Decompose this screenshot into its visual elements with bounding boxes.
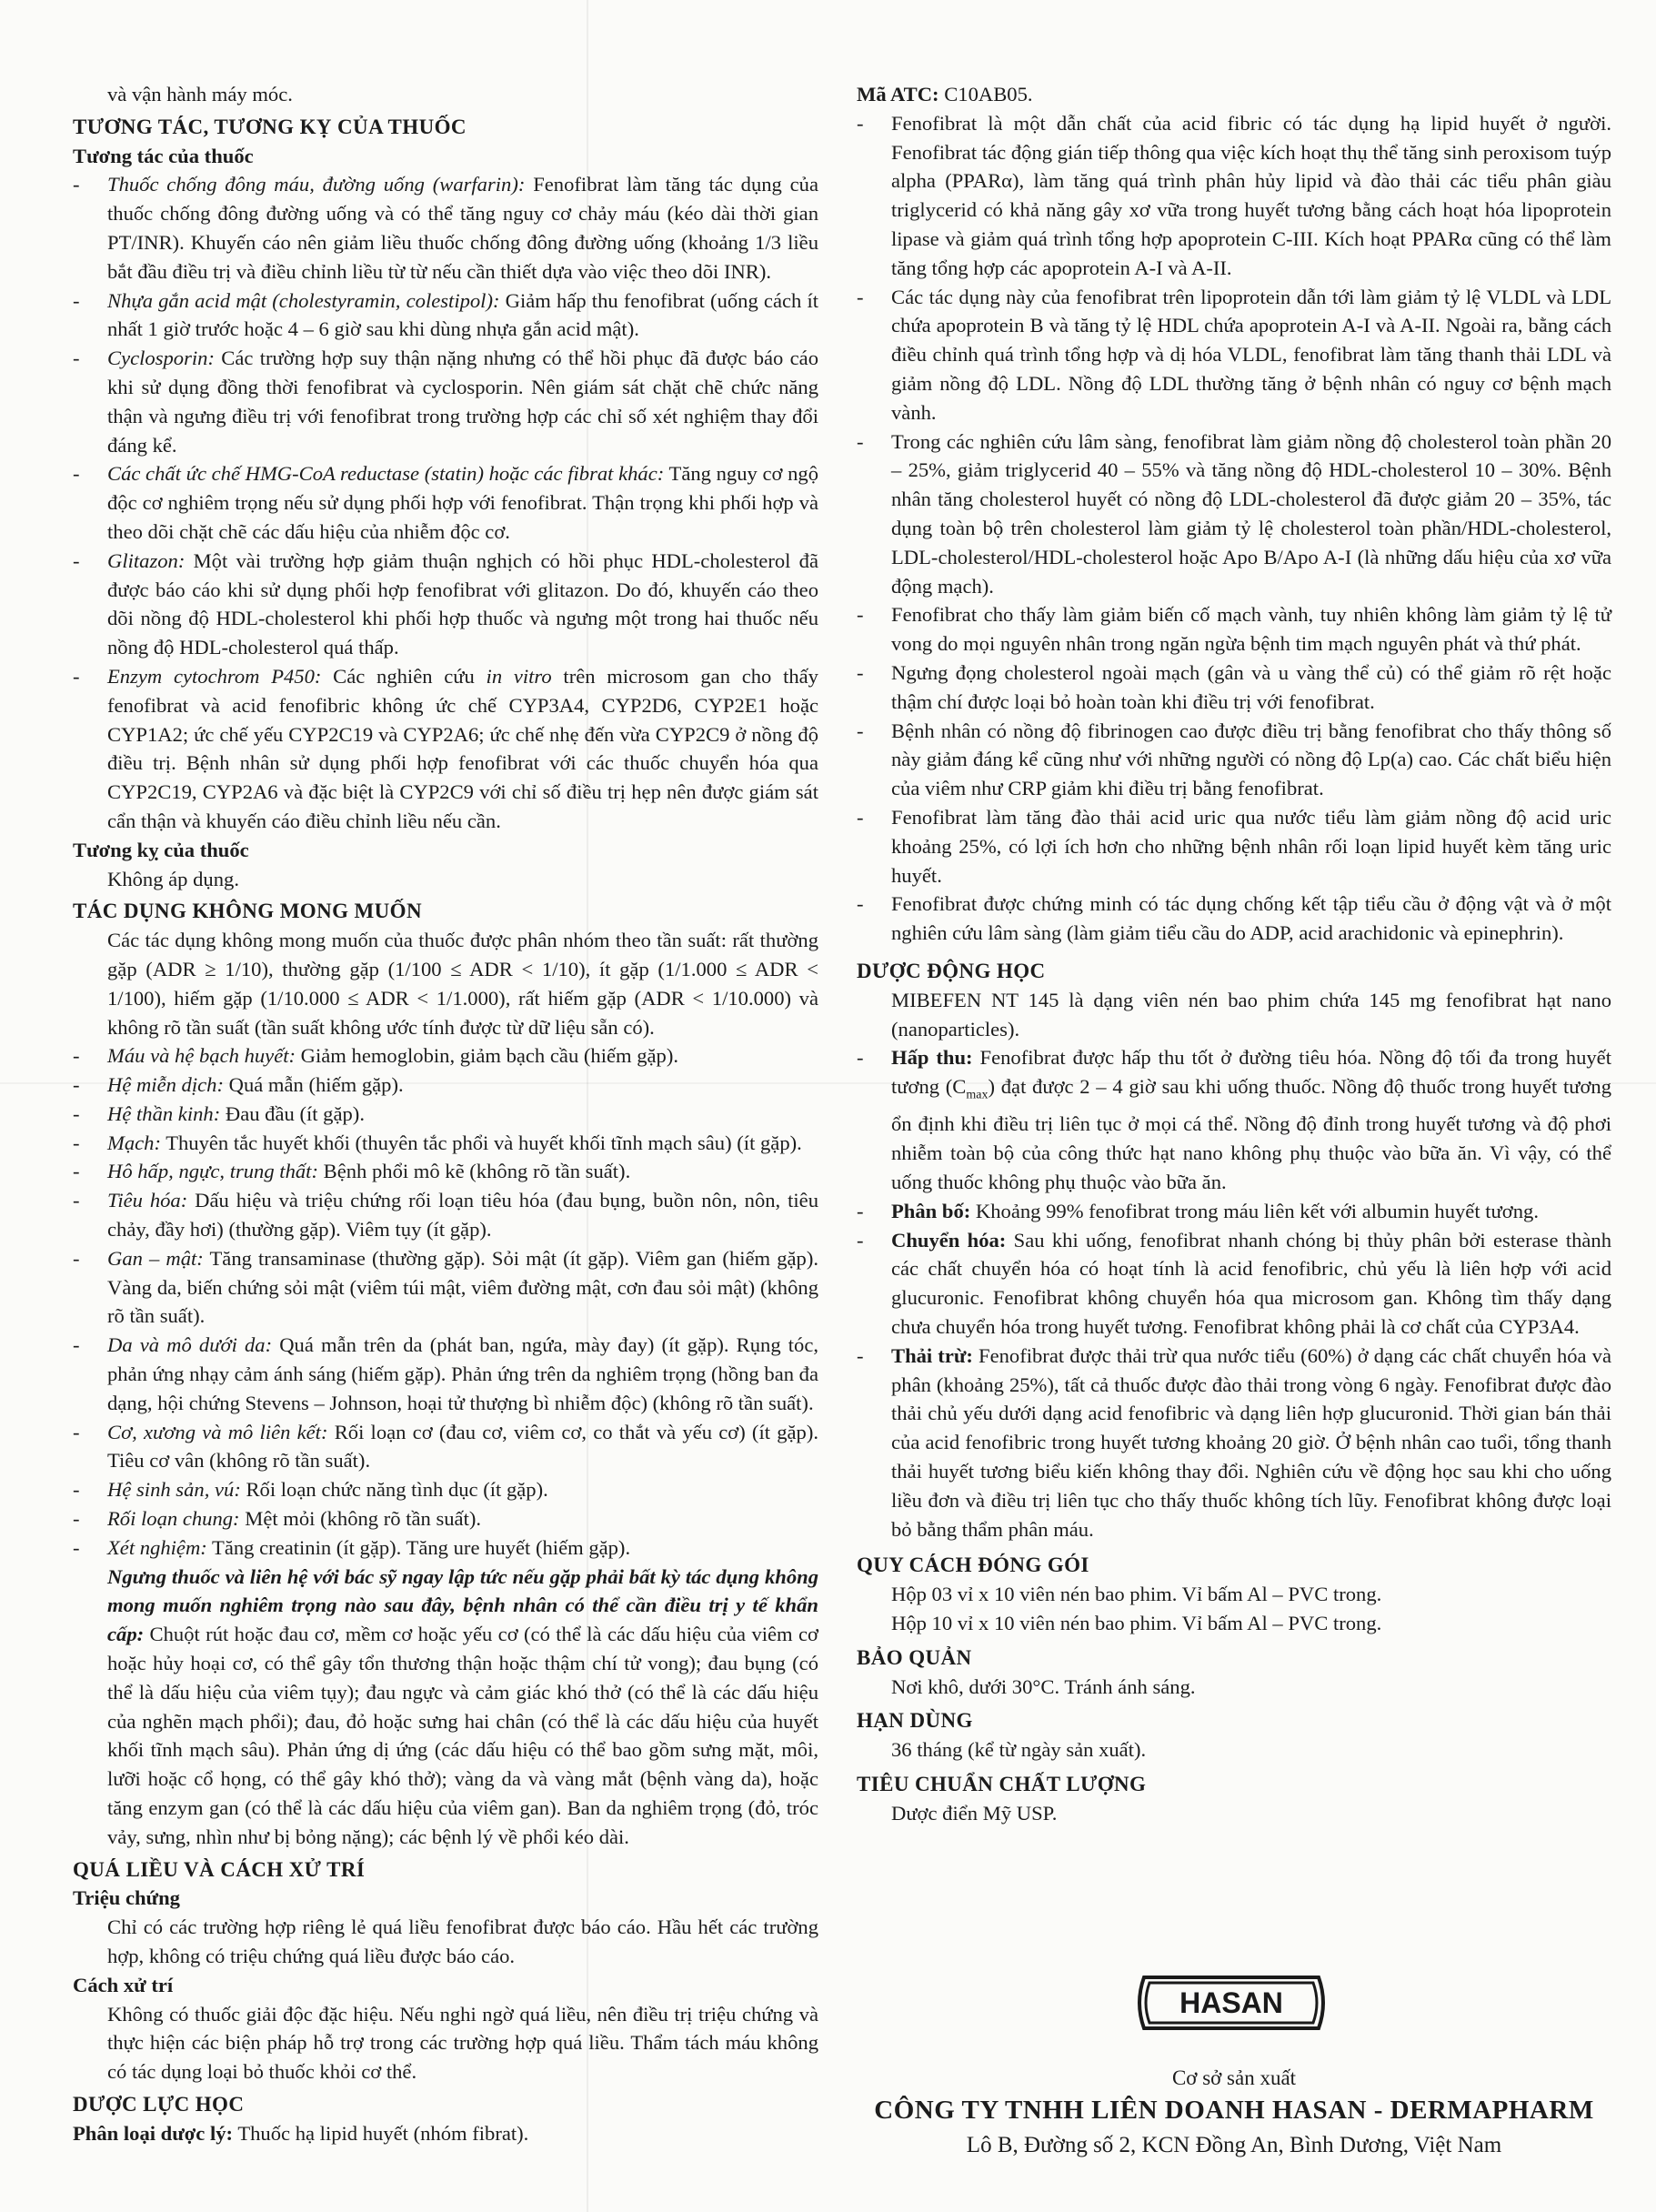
- interaction-item-cyclosporin: [73, 344, 818, 459]
- pharmacodynamics-heading: DƯỢC LỰC HỌC: [73, 2092, 245, 2116]
- interaction-text: Fenofibrat làm tăng tác dụng của thuốc chống đông đường uống và có thể tăng nguy cơ chảy máu (kéo dài thời gian PT/INR). Khuyến cáo nên giảm liều thuốc chống đông đường uống (khoảng 1/3 liều bắt đầu điều trị và điều chỉnh liều từ từ nếu cần thiết dựa vào việc theo dõi INR).: [107, 173, 818, 283]
- adverse-term: Da và mô dưới da:: [107, 1333, 273, 1357]
- pk-cmax-subscript: max: [966, 1088, 989, 1102]
- adverse-term: Máu và hệ bạch huyết:: [107, 1044, 296, 1068]
- emergency-warning: [73, 1563, 818, 1852]
- expiry-text: 36 tháng (kể từ ngày sản xuất).: [891, 1738, 1147, 1762]
- pk-absorption-text: ) đạt được 2 – 4 giờ sau khi uống thuốc. Nồng độ thuốc trong huyết tương ổn định khi điều trị liên tục ở mọi cá thể. Nồng độ đỉnh trong huyết tương và độ phơi nhiễm toàn bộ của công thức hạt nano không phụ thuộc vào bữa ăn. Vì vậy, có thể uống thuốc không phụ thuộc vào bữa ăn.: [891, 1075, 1612, 1193]
- pd-item: - Bệnh nhân có nồng độ fibrinogen cao được điều trị bằng fenofibrat cho thấy thông số này giảm đáng kể cũng như với những người có nồng độ Lp(a) cao. Các chất biểu hiện của viêm như CRP giảm khi điều trị bằng fenofibrat.: [857, 717, 1611, 803]
- pk-elimination: [857, 1342, 1611, 1544]
- interaction-item-cyp450: [73, 662, 818, 836]
- pd-item: - Ngưng đọng cholesterol ngoài mạch (gân và u vàng thể củ) có thể giảm rõ rệt hoặc thậm chí được loại bỏ hoàn toàn khi điều trị với fenofibrat.: [857, 659, 1611, 717]
- adverse-text: Đau đầu (ít gặp).: [220, 1101, 365, 1125]
- adverse-item: [73, 1418, 818, 1476]
- interaction-term: Thuốc chống đông máu, đường uống (warfarin):: [107, 173, 526, 196]
- intro-text: và vận hành máy móc.: [107, 83, 293, 106]
- pd-item: - Fenofibrat là một dẫn chất của acid fibric có tác dụng hạ lipid huyết ở người. Fenofibrat tác động gián tiếp thông qua việc kích hoạt thụ thể tăng sinh peroxisom tuýp alpha (PPARα), làm tăng quá trình phân hủy lipid và đào thải các tiểu phân giàu triglycerid có khả năng gây xơ vữa trong huyết tương bằng cách hoạt hóa lipoprotein lipase và giảm quá trình tổng hợp apoprotein C-III. Kích hoạt PPARα cũng có thể làm tăng tổng hợp các apoprotein A-I và A-II.: [857, 109, 1611, 283]
- adverse-term: Gan – mật:: [107, 1246, 204, 1270]
- pharmacological-class-text: Thuốc hạ lipid huyết (nhóm fibrat).: [233, 2121, 529, 2145]
- adverse-text: Rối loạn cơ (đau cơ, viêm cơ, co thắt và yếu cơ) (ít gặp). Tiêu cơ vân (không rõ tần suất).: [107, 1420, 818, 1473]
- storage-heading: BẢO QUẢN: [857, 1645, 972, 1669]
- pd-item: - Fenofibrat cho thấy làm giảm biến cố mạch vành, tuy nhiên không làm giảm tỷ lệ tử vong do mọi nguyên nhân trong ngăn ngừa bệnh tim mạch nguyên phát và thứ phát.: [857, 600, 1611, 659]
- interaction-text: Các trường hợp suy thận nặng nhưng có thể hồi phục đã được báo cáo khi sử dụng đồng thời fenofibrat và cyclosporin. Nên giám sát chặt chẽ chức năng thận và ngưng điều trị với fenofibrat trong trường hợp các chỉ số xét nghiệm thay đổi đáng kể.: [107, 347, 818, 457]
- pharmacological-class: [73, 2119, 818, 2148]
- atc-label: Mã ATC:: [857, 83, 939, 106]
- incompatibility-subheading: Tương kỵ của thuốc: [73, 838, 249, 861]
- adverse-term: Hệ miễn dịch:: [107, 1073, 224, 1097]
- adverse-text: Rối loạn chức năng tình dục (ít gặp).: [240, 1478, 548, 1502]
- adverse-item: [73, 1475, 818, 1504]
- pk-absorption: [857, 1043, 1611, 1197]
- interaction-text: trên microsom gan cho thấy fenofibrat và acid fenofibric không ức chế CYP3A4, CYP2D6, CYP2E1 hoặc CYP1A2; ức chế yếu CYP2C19 và CYP2A6; ức chế nhẹ đến vừa CYP2C9 ở nồng độ điều trị. Bệnh nhân sử dụng phối hợp fenofibrat với các thuốc chuyển hóa qua CYP2C19, CYP2A6 và đặc biệt là CYP2C9 với chỉ số điều trị hẹp nên được giám sát cẩn thận và khuyến cáo điều chỉnh liều nếu cần.: [107, 664, 818, 832]
- adverse-text: Bệnh phổi mô kẽ (không rõ tần suất).: [317, 1160, 631, 1183]
- pk-distribution-text: Khoảng 99% fenofibrat trong máu liên kết với albumin huyết tương.: [970, 1199, 1539, 1222]
- pk-metabolism-label: Chuyển hóa:: [891, 1228, 1007, 1252]
- hasan-logo: [1131, 1974, 1331, 2032]
- interactions-heading: TƯƠNG TÁC, TƯƠNG KỴ CỦA THUỐC: [73, 115, 467, 138]
- quality-standard-heading: TIÊU CHUẨN CHẤT LƯỢNG: [857, 1772, 1147, 1795]
- hasan-logo-graphic: [1131, 1974, 1331, 2032]
- adverse-term: Cơ, xương và mô liên kết:: [107, 1420, 328, 1443]
- adverse-text: Mệt mỏi (không rõ tần suất).: [239, 1507, 482, 1531]
- atc-code: C10AB05.: [938, 83, 1033, 106]
- interaction-text-italic: in vitro: [486, 664, 552, 688]
- hasan-logo-text: HASAN: [1179, 1986, 1283, 2019]
- adverse-text: Giảm hemoglobin, giảm bạch cầu (hiếm gặp).: [296, 1044, 679, 1068]
- interaction-item-warfarin: [73, 170, 818, 286]
- treatment-text: Không có thuốc giải độc đặc hiệu. Nếu nghi ngờ quá liều, nên điều trị triệu chứng và thực hiện các biện pháp hỗ trợ trong các trường hợp quá liều. Thẩm tách máu không có tác dụng loại bỏ thuốc khỏi cơ thể.: [107, 2002, 818, 2084]
- interaction-term: Enzym cytochrom P450:: [107, 664, 322, 688]
- incompatibility-text: Không áp dụng.: [107, 867, 239, 890]
- quality-standard-text: Dược điển Mỹ USP.: [891, 1801, 1058, 1825]
- pd-item: - Các tác dụng này của fenofibrat trên lipoprotein dẫn tới làm giảm tỷ lệ VLDL và LDL chứa apoprotein B và tăng tỷ lệ HDL chứa apoprotein A-I và A-II. Ngoài ra, bằng cách điều chỉnh quá trình tổng hợp và dị hóa VLDL, fenofibrat làm tăng thanh thải LDL và giảm nồng độ LDL. Nồng độ LDL thường tăng ở bệnh nhân có nguy cơ bệnh mạch vành.: [857, 283, 1611, 427]
- emergency-warning-bold: Ngưng thuốc và liên hệ với bác sỹ ngay lập tức nếu gặp phải bất kỳ tác dụng không mong muốn nghiêm trọng nào sau đây, bệnh nhân có thể cần điều trị y tế khẩn cấp:: [107, 1564, 818, 1646]
- pd-item: - Fenofibrat được chứng minh có tác dụng chống kết tập tiểu cầu ở động vật và ở một nghiên cứu lâm sàng (làm giảm tiểu cầu do ADP, acid arachidonic và epinephrin).: [857, 890, 1611, 948]
- pk-metabolism: [857, 1226, 1611, 1342]
- interaction-text: Giảm hấp thu fenofibrat (uống cách ít nhất 1 giờ trước hoặc 4 – 6 giờ sau khi dùng nhựa gắn acid mật).: [107, 288, 819, 341]
- symptoms-subheading: Triệu chứng: [73, 1886, 180, 1910]
- adverse-item: [73, 1331, 818, 1417]
- pd-item: - Trong các nghiên cứu lâm sàng, fenofibrat làm giảm nồng độ cholesterol toàn phần 20 – 25%, giảm triglycerid 40 – 55% và tăng nồng độ HDL-cholesterol 10 – 30%. Bệnh nhân tăng cholesterol huyết có nồng độ LDL-cholesterol đã được giảm 20 – 35%, tác dụng toàn bộ trên cholesterol làm giảm tỷ lệ cholesterol toàn phần/HDL-cholesterol, LDL-cholesterol/HDL-cholesterol hoặc Apo B/Apo A-I (là những dấu hiệu của xơ vữa động mạch).: [857, 427, 1611, 601]
- adverse-item: [73, 1129, 818, 1158]
- pk-intro: MIBEFEN NT 145 là dạng viên nén bao phim chứa 145 mg fenofibrat hạt nano (nanoparticles).: [891, 988, 1611, 1041]
- pk-metabolism-text: Sau khi uống, fenofibrat nhanh chóng bị thủy phân bởi esterase thành các chất chuyển hóa có hoạt tính là acid fenofibric, chủ yếu là liên hợp với acid glucuronic. Fenofibrat không chuyển hóa qua microsom gan. Không tìm thấy dạng chưa chuyển hóa trong huyết tương. Fenofibrat không phải là cơ chất của CYP3A4.: [891, 1228, 1612, 1338]
- interaction-term: Cyclosporin:: [107, 347, 215, 370]
- pk-elimination-label: Thải trừ:: [891, 1343, 973, 1367]
- pharmacokinetics-heading: DƯỢC ĐỘNG HỌC: [857, 959, 1046, 982]
- pd-item: - Fenofibrat làm tăng đào thải acid uric qua nước tiểu làm giảm nồng độ acid uric khoảng 25%, có lợi ích hơn cho những bệnh nhân rối loạn lipid huyết kèm tăng uric huyết.: [857, 803, 1611, 890]
- interaction-term: Nhựa gắn acid mật (cholestyramin, colestipol):: [107, 288, 500, 312]
- interaction-item-statin: [73, 459, 818, 546]
- interaction-text: Tăng nguy cơ ngộ độc cơ nghiêm trọng nếu sử dụng phối hợp với fenofibrat. Thận trọng khi phối hợp và theo dõi chặt chẽ các dấu hiệu của nhiễm độc cơ.: [107, 462, 818, 543]
- adverse-item: [73, 1100, 818, 1129]
- storage-text: Nơi khô, dưới 30°C. Tránh ánh sáng.: [891, 1674, 1196, 1698]
- pharmacological-class-label: Phân loại dược lý:: [73, 2121, 234, 2145]
- adverse-effects-heading: TÁC DỤNG KHÔNG MONG MUỐN: [73, 900, 422, 923]
- manufacturer-label: Cơ sở sản xuất: [1171, 2066, 1297, 2089]
- adverse-item: [73, 1186, 818, 1244]
- adverse-text: Tăng transaminase (thường gặp). Sỏi mật (ít gặp). Viêm gan (hiếm gặp). Vàng da, biến chứng sỏi mật (viêm túi mật, viêm đường mật, cơn đau sỏi mật) (không rõ tần suất).: [107, 1246, 819, 1328]
- adverse-item: [73, 1041, 818, 1071]
- interaction-item-bile-resin: [73, 287, 818, 345]
- adverse-term: Mạch:: [107, 1131, 161, 1154]
- manufacturer-name: CÔNG TY TNHH LIÊN DOANH HASAN - DERMAPHARM: [874, 2096, 1594, 2125]
- interaction-term: Glitazon:: [107, 548, 186, 572]
- adverse-term: Rối loạn chung:: [107, 1507, 240, 1531]
- adverse-term: Hô hấp, ngực, trung thất:: [107, 1160, 318, 1183]
- packaging-line-2: Hộp 10 vỉ x 10 viên nén bao phim. Vỉ bấm Al – PVC trong.: [891, 1611, 1382, 1634]
- treatment-subheading: Cách xử trí: [73, 1973, 174, 1996]
- pk-elimination-text: Fenofibrat được thải trừ qua nước tiểu (60%) ở dạng các chất chuyển hóa và phân (khoảng 25%), tất cả thuốc được đào thải trong vòng 6 ngày. Fenofibrat được đào thải chủ yếu dưới dạng acid fenofibric và dạng liên hợp glucuronid. Thời gian bán thải của acid fenofibric trong huyết tương khoảng 20 giờ. Ở bệnh nhân cao tuổi, tổng thanh thải huyết tương biểu kiến không thay đổi. Nghiên cứu về động học sau khi cho uống liều đơn và điều trị liên tục cho thấy thuốc không tích lũy. Fenofibrat không được loại bỏ bằng thẩm phân máu.: [891, 1343, 1611, 1541]
- pk-absorption-text: Fenofibrat được hấp thu tốt ở đường tiêu hóa. Nồng độ tối đa trong huyết tương (C: [891, 1046, 1611, 1099]
- adverse-item: [73, 1071, 818, 1100]
- symptoms-text: Chỉ có các trường hợp riêng lẻ quá liều fenofibrat được báo cáo. Hầu hết các trường hợp, không có triệu chứng quá liều được báo cáo.: [107, 1915, 818, 1967]
- left-column: [73, 80, 818, 2148]
- packaging-heading: QUY CÁCH ĐÓNG GÓI: [857, 1553, 1089, 1577]
- packaging-line-1: Hộp 03 vỉ x 10 viên nén bao phim. Vỉ bấm Al – PVC trong.: [891, 1583, 1382, 1606]
- adverse-intro: Các tác dụng không mong muốn của thuốc được phân nhóm theo tần suất: rất thường gặp (ADR ≥ 1/10), thường gặp (1/100 ≤ ADR < 1/10), ít gặp (1/1.000 ≤ ADR < 1/100), hiếm gặp (1/10.000 ≤ ADR < 1/1.000), rất hiếm gặp (ADR < 1/10.000) và không rõ tần suất (tần suất không ước tính được từ dữ liệu sẵn có).: [107, 929, 818, 1039]
- interaction-text: Các nghiên cứu: [321, 664, 487, 688]
- interaction-term: Các chất ức chế HMG-CoA reductase (statin) hoặc các fibrat khác:: [107, 462, 665, 486]
- adverse-text: Quá mẫn (hiếm gặp).: [223, 1073, 404, 1097]
- adverse-item: [73, 1504, 818, 1533]
- adverse-item: [73, 1157, 818, 1186]
- pk-absorption-label: Hấp thu:: [891, 1046, 973, 1070]
- atc-code-line: [857, 80, 1611, 109]
- adverse-text: Quá mẫn trên da (phát ban, ngứa, mày đay) (ít gặp). Rụng tóc, phản ứng nhạy cảm ánh sáng (hiếm gặp). Phản ứng trên da nghiêm trọng (hồng ban đa dạng, hội chứng Stevens – Johnson, hoại tử thượng bì nhiễm độc) (không rõ tần suất).: [107, 1333, 818, 1414]
- adverse-text: Dấu hiệu và triệu chứng rối loạn tiêu hóa (đau bụng, buồn nôn, nôn, tiêu chảy, đầy hơi) (thường gặp). Viêm tụy (ít gặp).: [107, 1189, 818, 1242]
- pk-distribution: [857, 1197, 1611, 1226]
- expiry-heading: HẠN DÙNG: [857, 1709, 973, 1733]
- adverse-term: Hệ thần kinh:: [107, 1101, 221, 1125]
- pk-distribution-label: Phân bố:: [891, 1199, 971, 1222]
- manufacturer-address: Lô B, Đường số 2, KCN Đồng An, Bình Dương, Việt Nam: [966, 2133, 1502, 2157]
- adverse-text: Thuyên tắc huyết khối (thuyên tắc phổi và huyết khối tĩnh mạch sâu) (ít gặp).: [160, 1131, 802, 1154]
- adverse-term: Xét nghiệm:: [107, 1535, 207, 1559]
- interaction-item-glitazon: [73, 547, 818, 662]
- adverse-item: [73, 1244, 818, 1331]
- right-column: [857, 80, 1611, 1828]
- emergency-warning-text: Chuột rút hoặc đau cơ, mềm cơ hoặc yếu cơ (có thể là các dấu hiệu của viêm cơ hoặc hủy hoại cơ, có thể gây tổn thương thận hoặc thậm chí tử vong); đau bụng (có thể là dấu hiệu của viêm tụy); đau ngực và cảm giác khó thở (có thể là các dấu hiệu của nghẽn mạch phổi); đau, đỏ hoặc sưng hai chân (có thể là các dấu hiệu của huyết khối tĩnh mạch sâu). Phản ứng dị ứng (các dấu hiệu có thể bao gồm sưng mặt, môi, lưỡi hoặc cổ họng, có thể gây khó thở); vàng da và vàng mắt (bệnh vàng da), hoặc tăng enzym gan (có thể là các dấu hiệu của viêm gan). Ban da nghiêm trọng (đỏ, tróc vảy, sưng, nhìn như bị bỏng nặng); các bệnh lý về phổi kéo dài.: [107, 1623, 818, 1848]
- adverse-text: Tăng creatinin (ít gặp). Tăng ure huyết (hiếm gặp).: [206, 1535, 631, 1559]
- adverse-term: Hệ sinh sản, vú:: [107, 1478, 241, 1502]
- interaction-text: Một vài trường hợp giảm thuận nghịch có hồi phục HDL-cholesterol đã được báo cáo khi sử dụng phối hợp fenofibrat với glitazon. Do đó, khuyến cáo theo dõi nồng độ HDL-cholesterol khi phối hợp thuốc và ngưng một trong hai thuốc nếu nồng độ HDL-cholesterol quá thấp.: [107, 548, 818, 659]
- drug-interactions-subheading: Tương tác của thuốc: [73, 144, 254, 167]
- adverse-item: [73, 1533, 818, 1563]
- overdose-heading: QUÁ LIỀU VÀ CÁCH XỬ TRÍ: [73, 1857, 366, 1881]
- adverse-term: Tiêu hóa:: [107, 1189, 188, 1212]
